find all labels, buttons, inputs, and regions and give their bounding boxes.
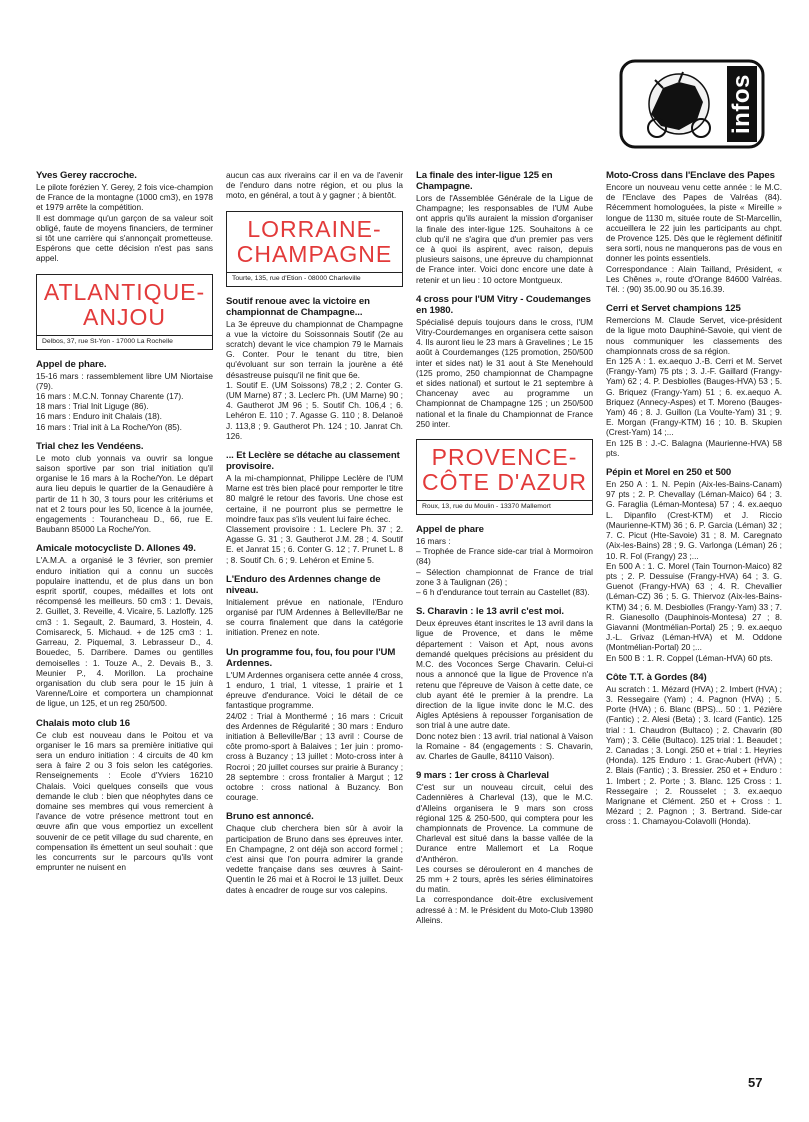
column-4 xyxy=(606,170,782,827)
article-heading-bruno-est-annonce: Bruno est annoncé. xyxy=(226,811,314,823)
article-body: Spécialisé depuis toujours dans le cross, l'UM Vitry-Courdemanges en organisera cette saison 4. Ils auront lieu le 23 mars à Gravelines ; Le 15 août à Courdemanges (125 promotion, 250/500 inter et sides nat) le 31 aout à Ste Menehould (125 promo, 250 championnat de Champagne et sides national) et surtout le 21 septembre à Chancenay avec au programme un Championnat de Champagne 125 ; un 250/500 national et la finale du Championnat de France 250 inter. xyxy=(416,316,593,429)
column-1 xyxy=(36,170,213,872)
region-banner-atlantique-anjou xyxy=(36,274,213,350)
page-number: 57 xyxy=(748,1075,763,1090)
article-body: C'est sur un nouveau circuit, celui des Cadennières à Charleval (13), que le M.C. d'Alleins organisera le 9 mars son cross régional 125 & 250-500, qui comptera pour les championnats de Provence. La commune de Charleval est situé dans la basse vallée de la Durance entre Mallemort et La Roque d'Anthéron. Les courses se dérouleront en 4 manches de 25 mm + 2 tours, après les séries éliminatoires du matin. La correspondance doit-être exclusivement adressé à : M. le Président du Moto-Club 13980 Alleins. xyxy=(416,782,593,925)
article-heading-cerri-et-servet-champions-125: Cerri et Servet champions 125 xyxy=(606,303,741,315)
article-body: Deux épreuves étant inscrites le 13 avril dans la ligue de Provence, et dans le même département : Vaison et Apt, nous avons demandé quelques précisions au président du M.C. des Voconces Serge Chavarin. Celui-ci nous a annoncé que la ligue de Provence n'a retenu que l'épreuve de Vaison à cette date, ce club ayant été le premier à la prendre. La direction de la ligue invite donc le M.C. des Aigles Aptésiens à repousser l'organisation de son trial à une autre date. Donc notez bien : 13 avril. trial national à Vaison la Romaine - 84 (engagements : S. Chavarin, av. Charles de Gaulle, 84110 Vaison). xyxy=(416,618,593,761)
article-body: Le pilote forézien Y. Gerey, 2 fois vice-champion de France de la montagne (1000 cm3), en 1978 et 1979 arrête la compétition. Il est dommage qu'un garçon de sa valeur soit obligé, faute de moyens financiers, de terminer si tôt une carrière qui s'annonçait prometteuse. Espérons que cette décision n'est pas sans appel. xyxy=(36,182,213,264)
region-banner-lorraine-champagne xyxy=(226,211,403,287)
article-heading-appel-de-phare: Appel de phare. xyxy=(36,358,107,370)
article-heading-moto-cross-dans-l-enclave-des-papes: Moto-Cross dans l'Enclave des Papes xyxy=(606,170,775,181)
article-body: En 250 A : 1. N. Pepin (Aix-les-Bains-Canam) 97 pts ; 2. P. Chevallay (Léman-Maico) 64 ; 3. G. Faraglia (Léman-Montesa) 57 ; 4. ex.aequo L. Dipanfilo (Crest-KTM) et J. Riccio (Maurienne-KTM) 36 ; 6. P. Garcia (Léman) 32 ; 7. C. Picut (Hte-Savoie) 31 ; 8. M. Caregnato (Aix-les-Bains) 28 ; 9. G. Varlonga (Léman) 26 ; 10. R. Fol (Frangy) 23 ;... En 500 A : 1. C. Morel (Tain Tournon-Maico) 82 pts ; 2. P. Dessuise (Frangy-HVA) 64 ; 3. G. Guenot (Frangy-HVA) 63 ; 4. R. Chevallier (Léman-CZ) 36 ; 5. G. Thiervoz (Aix-les-Bains-KTM) 34 ; 6. M. Desbiolles (Frangy-Yam) 33 ; 7. R. Gianesollo (Dauphinois-Montesa) 27 ; 8. Giavanni (Montmélian-Portal) 25 ; 9. ex.aequo J.-L. Grivaz (Léman-HVA) et M. Oddone (Montmélian-Portal) 20 ;... En 500 B : 1. R. Coppel (Léman-HVA) 60 pts. xyxy=(606,479,782,663)
article-body: Remercions M. Claude Servet, vice-président de la ligue moto Dauphiné-Savoie, qui vient de nous communiquer les classements des championnats cross de sa région. En 125 A : 1. ex.aequo J.-B. Cerri et M. Servet (Frangy-Yam) 75 pts ; 3. J.-F. Gaillard (Frangy-Yam) 62 ; 4. P. Desbiolles (Bauges-HVA) 53 ; 5. G. Briquez (Frangy-Yam) 51 ; 6. ex.aequo A. Briquez (Annecy-Aspes) et T. Moreno (Bauges-Yam) 46 ; 8. J. Guillon (La Voulte-Yam) 31 ; 9. E. Morgan (Frangy-KTM) 16 ; 10. B. Skupien (Crest-Yam) 14 ;... En 125 B : J.-C. Balagna (Maurienne-HVA) 58 pts. xyxy=(606,315,782,458)
article-body: Le moto club yonnais va ouvrir sa longue saison sportive par son trial initiation qu'il organise le 16 mars à la Roche/Yon. Le départ aura lieu depuis le quartier de la Genaudière à partir de 11 h 30, 3 tours pour les critériums et nat et 2 tours pour les 50, licence à la journée, engagements : Tourancheau D., 66, rue E. Baubann 85000 La Roche/Yon. xyxy=(36,452,213,535)
region-title: LORRAINE- CHAMPAGNE xyxy=(236,215,393,267)
article-heading-s-charavin-le-13-avril-c-est-moi: S. Charavin : le 13 avril c'est moi. xyxy=(416,606,564,618)
article-heading-4-cross-pour-l-um-vitry-coudemanges-en-1: 4 cross pour l'UM Vitry - Coudemanges en 1980. xyxy=(416,293,591,316)
article-body: aucun cas aux riverains car il en va de l'avenir de l'enduro dans notre région, et ou plus la moto, en général, a tout à y gagner ; à bientôt. xyxy=(226,170,403,201)
article-heading-soutif-renoue-avec-la-victoire-en-champi: Soutif renoue avec la victoire en championnat de Champagne... xyxy=(226,295,370,318)
article-heading-la-finale-des-inter-ligue-125-en-champag: La finale des inter-ligue 125 en Champagne. xyxy=(416,170,553,192)
article-body: A la mi-championnat, Philippe Leclère de l'UM Marne est très bien placé pour remporter le titre 80 malgré le retour des favoris. Une chose est certaine, il ne pourront plus se permettre le moindre faux pas s'ils veulent lui faire échec. Classement provisoire : 1. Leclere Ph. 37 ; 2. Agasse G. 31 ; 3. Gautherot J.M. 28 ; 4. Soutif E. et Janrat 15 ; 6. Conter G. 12 ; 7. Prunet L. 8 ; 8. Soutif Ch. 6 ; 9. Lehéron et Emine 5. xyxy=(226,473,403,565)
article-body: Chaque club cherchera bien sûr à avoir la participation de Bruno dans ses épreuves inter. En Champagne, 2 ont déjà son accord formel ; c'est ainsi que l'on pourra admirer la grande vedette française dans ses œuvres à Saint-Quentin le 26 mai et à Rocroi le 13 juillet. Deux dates à encadrer de rouge sur vos calepins. xyxy=(226,823,403,895)
article-heading-trial-chez-les-vendeens: Trial chez les Vendéens. xyxy=(36,440,144,452)
article-body: L'A.M.A. a organisé le 3 février, son premier enduro initiation qui a connu un succès populaire inattendu, et de plus dans un bon esprit sportif, coupes, médailles et lots ont récompensé les meilleurs. 50 cm3 : 1. Devais, 2. Guillet, 3. Reveille, 4. Vicaire, 5. Lazloffy. 125 cm3 : 1. Segault, 2. Baumard, 3. Hostein, 4. Comisareck, 5. Michaud. + de 125 cm3 : 1. Garreau, 2. Piquemal, 3. Lebrasseur D., 4. Bouedec, 5. Darribere. Dames ou gentilles demoiselles : 1. Touze A., 2. Devais B., 3. Meunier P., 4. Morillon. La prochaine organisation du club sera pour le 15 juin à Varenne/Loire et comportera un championnat de ligue, un 125, et un reg 250/500. xyxy=(36,555,213,709)
article-heading-appel-de-phare: Appel de phare xyxy=(416,524,484,536)
column-2 xyxy=(226,170,403,895)
region-title: PROVENCE- CÔTE D'AZUR xyxy=(422,444,587,496)
infos-logo-text: infos xyxy=(728,74,755,134)
article-body: Initialement prévue en nationale, l'Enduro organisé par l'UM Ardennes à Belleville/Bar ne se courra finalement que dans la catégorie initiation. Prenez en note. xyxy=(226,596,403,638)
region-address: Roux, 13, rue du Moulin - 13370 Mallemort xyxy=(417,500,592,511)
article-body: 16 mars : – Trophée de France side-car trial à Mormoiron (84) – Sélection championnat de France de trial zone 3 à Taulignan (26) ; – 6 h d'endurance tout terrain au Castellet (83). xyxy=(416,536,593,598)
article-heading-l-enduro-des-ardennes-change-de-niveau: L'Enduro des Ardennes change de niveau. xyxy=(226,573,381,596)
article-heading-amicale-motocycliste-d-allones-49: Amicale motocycliste D. Allones 49. xyxy=(36,543,196,555)
region-banner-provence-cote-d-azur xyxy=(416,439,593,515)
article-body: Au scratch : 1. Mézard (HVA) ; 2. Imbert (HVA) ; 3. Ressegaire (Yam) ; 4. Pagnon (HVA) ; 5. Porte (HVA) ; 6. Blanc (BPS)... 50 : 1. Pézière (Fantic) ; 2. Alesi (Beta) ; 3. Icard (Fantic). 125 trial : 1. Chaudron (Bultaco) ; 2. Chavarin (80 Yam) ; 3. Célie (Bultaco). 125 trial : 1. Beaudet ; 2. Canadas ; 3. Longi. 250 et + trial : 1. Heyries (Honda). 125 Enduro : 1. Grac-Aubert (HVA) ; 2. Blais (Fantic) ; 3. Bressier. 250 et + Enduro : 1. Imbert ; 2. Porte ; 3. Blanc. 125 Cross : 1. Ressegaire ; 2. Rousselet ; 3. ex.aequo Marignane et Clément. 250 et + Cross : 1. Mézard ; 2. Pagnon ; 3. Bertrand. Side-car cross : 1. Chamayou-Colavolli (Honda). xyxy=(606,683,782,827)
article-heading-et-leclere-se-detache-au-classement-prov: ... Et Leclère se détache au classement provisoire. xyxy=(226,450,400,473)
column-3 xyxy=(416,170,593,925)
article-heading-cote-t-t-a-gordes-84: Côte T.T. à Gordes (84) xyxy=(606,671,707,683)
region-address: Delbos, 37, rue St-Yon - 17000 La Rochelle xyxy=(37,335,212,346)
article-body: La 3e épreuve du championnat de Champagne a vue la victoire du Soissonnais Soutif (2e au scratch) devant le vice champion 79 le Marnais G. Conter. Pour le tenant du titre, bien qu'évoluant sur son terrain la jourène a été désastreuse puisqu'il ne finit que 6e. 1. Soutif E. (UM Soissons) 78,2 ; 2. Conter G. (UM Marne) 87 ; 3. Leclerc Ph. (UM Marne) 90 ; 4. Gautherot JM 96 ; 5. Soutif Ch. 106,4 ; 6. Lehéron E. 110 ; 7. Agasse G. 110 ; 8. Delanoë J. 113,8 ; 9. Gautherot Ph. 124 ; 10. Janrat Ch. 126. xyxy=(226,318,403,441)
article-body: Lors de l'Assemblée Générale de la Ligue de Champagne; les responsables de l'UM Aube ont appris qu'ils auraient la mission d'organiser la finale des inter-ligue 125. Souhaitons à ce club qu'il ne s'agira que d'un premier pas vers ce à quoi ils aspirent, avec raison, depuis plusieurs saisons, une épreuve du championnat de France inter. Voici donc encore une date à retenir et un lieu : 10 octore Montgueux. xyxy=(416,193,593,285)
region-title: ATLANTIQUE- ANJOU xyxy=(43,278,206,330)
infos-logo xyxy=(617,58,767,150)
article-body: Ce club est nouveau dans le Poitou et va organiser le 16 mars sa première initiative qui sera un enduro initiation : 4 circuits de 40 km sera à faire 2 ou 3 fois selon les catégories. Renseignements : Ecole d'Yviers 16210 Chalais. Voici quelques conseils que vous demande le club : bien que néophytes dans ce domaine ses membres qui vous remercient à l'avance de votre présence mettront tout en œuvre afin que vous emportiez un excellent souvenir de ce petit village du sud charente, en compensation ils émettent un seul souhait : que les concurrents sur le parcours qu'ils vont emprunter ne nuisent en xyxy=(36,729,213,873)
article-heading-yves-gerey-raccroche: Yves Gerey raccroche. xyxy=(36,170,137,181)
article-heading-9-mars-1er-cross-a-charleval: 9 mars : 1er cross à Charleval xyxy=(416,770,549,782)
article-body: Encore un nouveau venu cette année : le M.C. de l'Enclave des Papes de Valréas (84). Récemment homologuées, la piste « Mireille » longue de 1130 m, située route de St-Marcellin, accueillera le 22 juin les participants au chpt. de Provence 125. Dès que le règlement définitif sera sorti, nous ne manquerons pas de vous en donner les points essentiels. Correspondance : Alain Tailland, Président, « Les Chênes », route d'Orange 84600 Valréas. Tél. : (90) 35.00.90 ou 35.16.39. xyxy=(606,182,782,295)
article-body: 15-16 mars : rassemblement libre UM Niortaise (79). 16 mars : M.C.N. Tonnay Charente (17). 18 mars : Trial Init Liguge (86). 16 mars : Enduro init Chalais (18). 16 mars : Trial init à La Roche/Yon (85). xyxy=(36,370,213,432)
article-heading-pepin-et-morel-en-250-et-500: Pépin et Morel en 250 et 500 xyxy=(606,467,732,479)
region-address: Tourte, 135, rue d'Etion - 08000 Charleville xyxy=(227,272,402,283)
article-heading-chalais-moto-club-16: Chalais moto club 16 xyxy=(36,717,130,729)
article-body: L'UM Ardennes organisera cette année 4 cross, 1 enduro, 1 trial, 1 vitesse, 1 prairie et 1 épreuve d'endurance. Voici le détail de ce fantastique programme. 24/02 : Trial à Monthermé ; 16 mars : Cricuit des Ardennes de Régularité ; 30 mars : Enduro initiation à Belleville/Bar ; 13 avril : Course de côte promo-sport à Balaives ; 1er juin : promo-cross à Buzancy ; 13 juillet : Moto-cross inter à Rocroi ; 20 juillet courses sur prairie à Burancy ; 28 septembre : cross frontalier à Margut ; 12 octobre : cross national à Buzancy. Bon courage. xyxy=(226,669,403,803)
article-heading-un-programme-fou-fou-fou-pour-l-um-arden: Un programme fou, fou, fou pour l'UM Ardennes. xyxy=(226,646,396,669)
